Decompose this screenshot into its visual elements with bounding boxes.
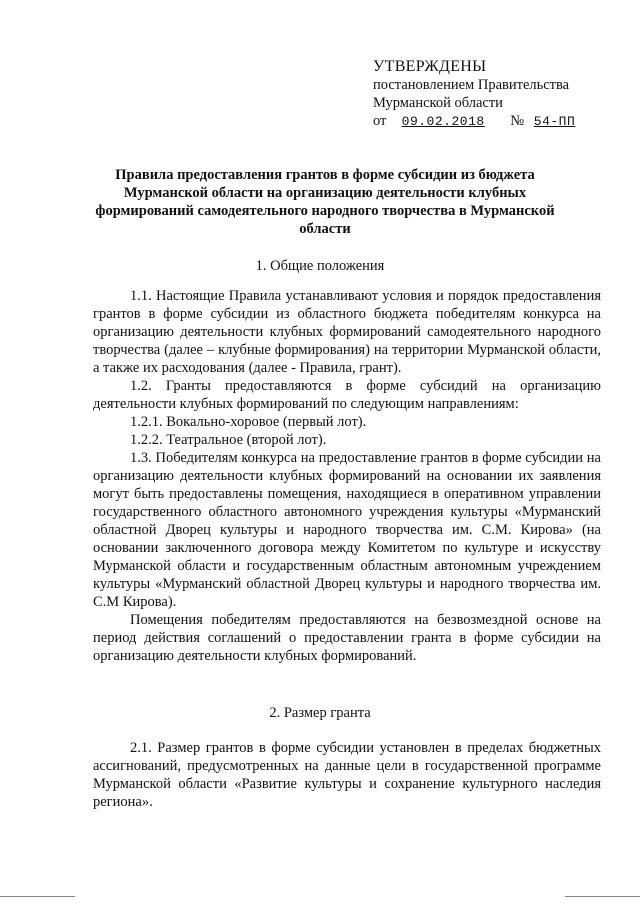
paragraph: 1.2.1. Вокально-хоровое (первый лот). [130, 414, 367, 430]
footer-rule-right [565, 896, 640, 897]
approval-line-1: постановлением Правительства [373, 77, 570, 93]
approval-block [373, 58, 623, 131]
paragraph: 1.2. Гранты предоставляются в форме субсидий на организацию деятельности клубных формирований по следующим направлениям: [93, 378, 601, 412]
approval-date: 09.02.2018 [401, 114, 485, 129]
section-heading-1: 1. Общие положения [255, 258, 385, 274]
approval-date-line [373, 112, 623, 131]
document-title: Правила предоставления грантов в форме субсидии из бюджета Мурманской области на организацию деятельности клубных формирований самодеятельного народного творчества в Мурманской области [95, 167, 555, 237]
paragraph: 1.1. Настоящие Правила устанавливают условия и порядок предоставления грантов в форме субсидии из областного бюджета победителям конкурса на организацию деятельности клубных формирований самодеятельного народного творчества (далее – клубные формирования) на территории Мурманской области, а также их расходования (далее - Правила, грант). [93, 288, 601, 376]
section-1-body [93, 287, 601, 665]
section-heading-2: 2. Размер гранта [269, 705, 371, 721]
number-sign: № [510, 113, 525, 129]
paragraph: 1.3. Победителям конкурса на предоставление грантов в форме субсидии на организацию деятельности клубных формирований на основании их заявления могут быть предоставлены помещения, находящиеся в оперативном управлении государственного областного автономного учреждения культуры «Мурманский областной Дворец культуры и народного творчества им. С.М. Кирова» (на основании заключенного договора между Комитетом по культуре и искусству Мурманской области и государственным областным автономным учреждением культуры «Мурманский областной Дворец культуры и народного творчества им. С.М Кирова). [93, 450, 601, 610]
paragraph: Помещения победителям предоставляются на безвозмездной основе на период действия соглашений о предоставлении гранта в форме субсидии на организацию деятельности клубных формирований. [93, 612, 601, 664]
approval-number: 54-ПП [533, 114, 576, 129]
paragraph: 2.1. Размер грантов в форме субсидии установлен в пределах бюджетных ассигнований, предусмотренных на данные цели в государственной программе Мурманской области «Развитие культуры и сохранение культурного наследия региона». [93, 740, 601, 810]
date-prefix: от [373, 113, 387, 129]
section-2-body [93, 739, 601, 811]
approval-heading: УТВЕРЖДЕНЫ [373, 58, 487, 75]
paragraph: 1.2.2. Театральное (второй лот). [130, 432, 327, 448]
footer-rule-left [0, 896, 75, 897]
approval-line-2: Мурманской области [373, 95, 503, 111]
